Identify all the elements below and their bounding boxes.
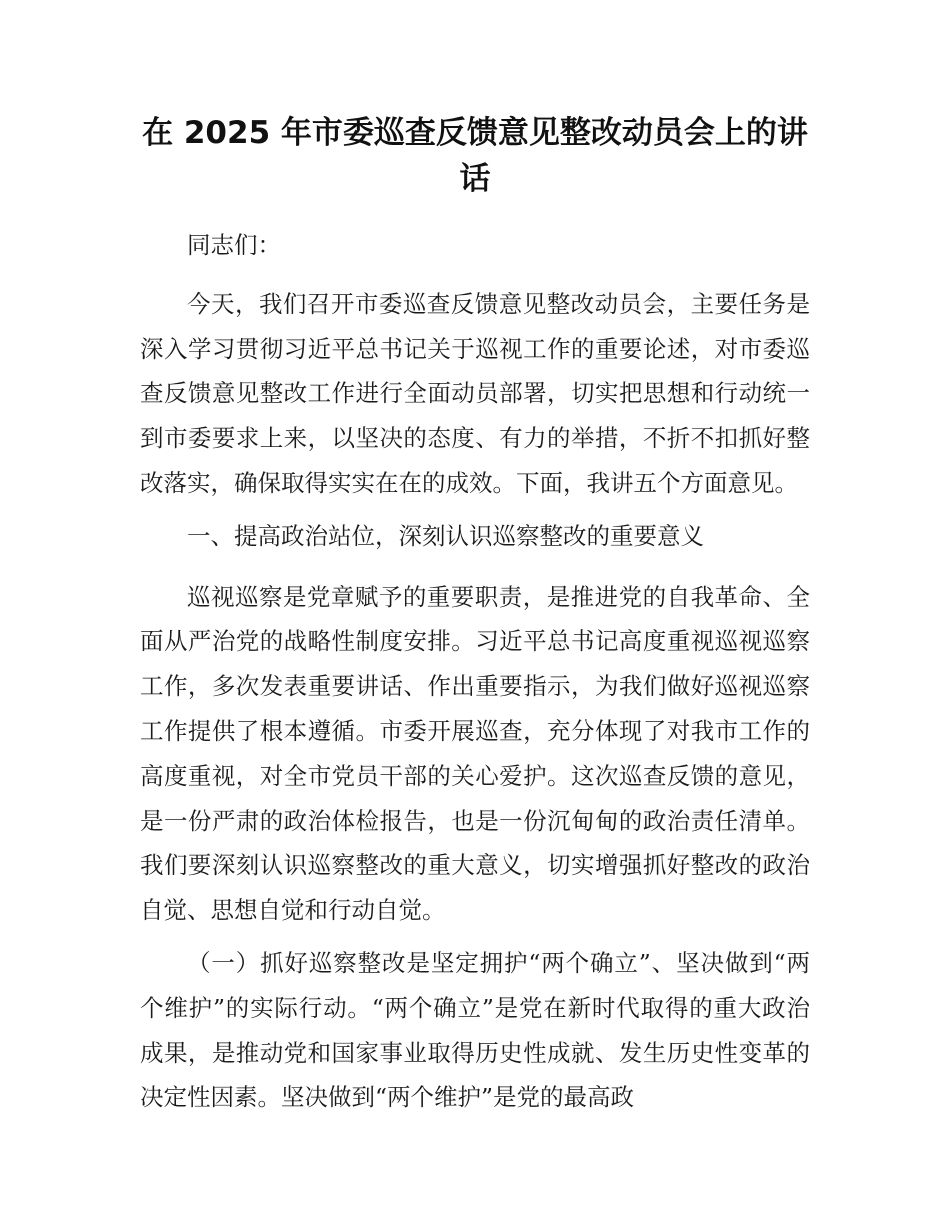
paragraph-subsection-1: （一）抓好巡察整改是坚定拥护“两个确立”、坚决做到“两个维护”的实际行动。“两个确立”是党在新时代取得的重大政治成果，是推动党和国家事业取得历史性成就、发生历史性变革的决定性因素。坚决做到“两个维护”是党的最高政 [140, 948, 810, 1112]
salutation: 同志们： [187, 231, 281, 259]
paragraph-intro: 今天，我们召开市委巡查反馈意见整改动员会，主要任务是深入学习贯彻习近平总书记关于巡视工作的重要论述，对市委巡查反馈意见整改工作进行全面动员部署，切实把思想和行动统一到市委要求上来，以坚决的态度、有力的举措，不折不扣抓好整改落实，确保取得实实在在的成效。下面，我讲五个方面意见。 [140, 289, 810, 497]
section-heading-1: 一、提高政治站位，深刻认识巡察整改的重要意义 [187, 521, 704, 550]
document-body [140, 223, 810, 1128]
paragraph-section-1: 巡视巡察是党章赋予的重要职责，是推进党的自我革命、全面从严治党的战略性制度安排。习近平总书记高度重视巡视巡察工作，多次发表重要讲话、作出重要指示，为我们做好巡视巡察工作提供了根本遵循。市委开展巡查，充分体现了对我市工作的高度重视，对全市党员干部的关心爱护。这次巡查反馈的意见，是一份严肃的政治体检报告，也是一份沉甸甸的政治责任清单。我们要深刻认识巡察整改的重大意义，切实增强抓好整改的政治自觉、思想自觉和行动自觉。 [140, 582, 810, 925]
document-title: 在 2025 年市委巡查反馈意见整改动员会上的讲话 [142, 115, 808, 197]
